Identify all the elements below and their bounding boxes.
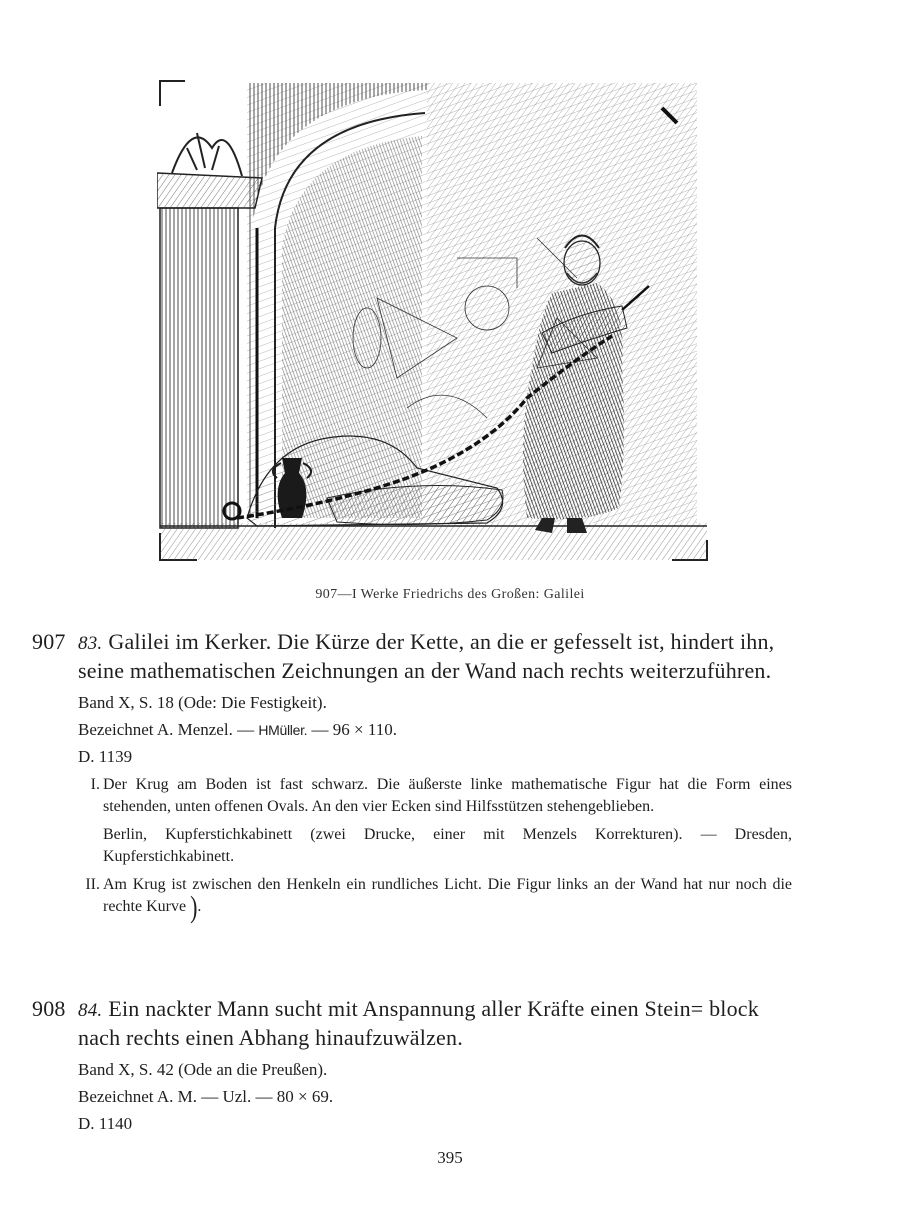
state-end: . — [197, 898, 202, 915]
catalog-entry-908 — [32, 995, 792, 1134]
entry-signature — [32, 720, 792, 740]
galilei-engraving — [157, 78, 712, 568]
state-location: Berlin, Kupferstichkabinett (zwei Drucke, einer mit Menzels Korrekturen). — Dresden, Kupferstichkabinett. — [103, 826, 792, 865]
entry-title: Galilei im Kerker. Die Kürze der Kette, an die er gefesselt ist, hindert ihn, seine mathematischen Zeichnungen an der Wand nach rechts weiterzuführen. — [78, 629, 775, 683]
entry-title: Ein nackter Mann sucht mit Anspannung aller Kräfte einen Stein= block nach rechts einen Abhang hinaufzuwälzen. — [78, 996, 759, 1050]
state-description-wrapper — [103, 874, 792, 924]
catalog-entry-907 — [32, 628, 792, 924]
engraver-mark: HMüller. — [258, 722, 308, 738]
entry-band: Band X, S. 18 (Ode: Die Festigkeit). — [78, 693, 327, 712]
entry-signature: Bezeichnet A. M. — Uzl. — 80 × 69. — [78, 1087, 334, 1106]
entry-heading — [32, 995, 792, 1051]
entry-catalog: D. 1139 — [78, 747, 133, 766]
entry-catalog: D. 1140 — [78, 1114, 133, 1133]
entry-sub-number: 84. — [78, 1000, 103, 1021]
state-description: Der Krug am Boden ist fast schwarz. Die äußerste linke mathematische Figur hat die Form eines stehenden, unten offenen Ovals. An den vier Ecken sind Hilfsstützen stehengeblieben. — [103, 776, 792, 815]
entry-number: 908 — [32, 996, 66, 1021]
signature-prefix: Bezeichnet A. Menzel. — — [78, 720, 255, 739]
entry-sub-number: 83. — [78, 633, 103, 654]
state-list — [32, 774, 792, 924]
entry-band: Band X, S. 42 (Ode an die Preußen). — [78, 1060, 328, 1079]
state-item — [78, 774, 792, 868]
entry-number: 907 — [32, 629, 66, 654]
signature-dimensions: — 96 × 110. — [311, 720, 397, 739]
state-item — [78, 874, 792, 924]
page-number: 395 — [437, 1148, 463, 1167]
state-number: II. — [85, 876, 100, 893]
curve-symbol: ) — [190, 888, 198, 924]
state-description: Am Krug ist zwischen den Henkeln ein rundliches Licht. Die Figur links an der Wand hat nur noch die rechte Kurve — [103, 876, 792, 915]
entry-heading — [32, 628, 792, 684]
figure-caption: 907—I Werke Friedrichs des Großen: Galilei — [315, 587, 585, 602]
state-number: I. — [90, 776, 100, 793]
